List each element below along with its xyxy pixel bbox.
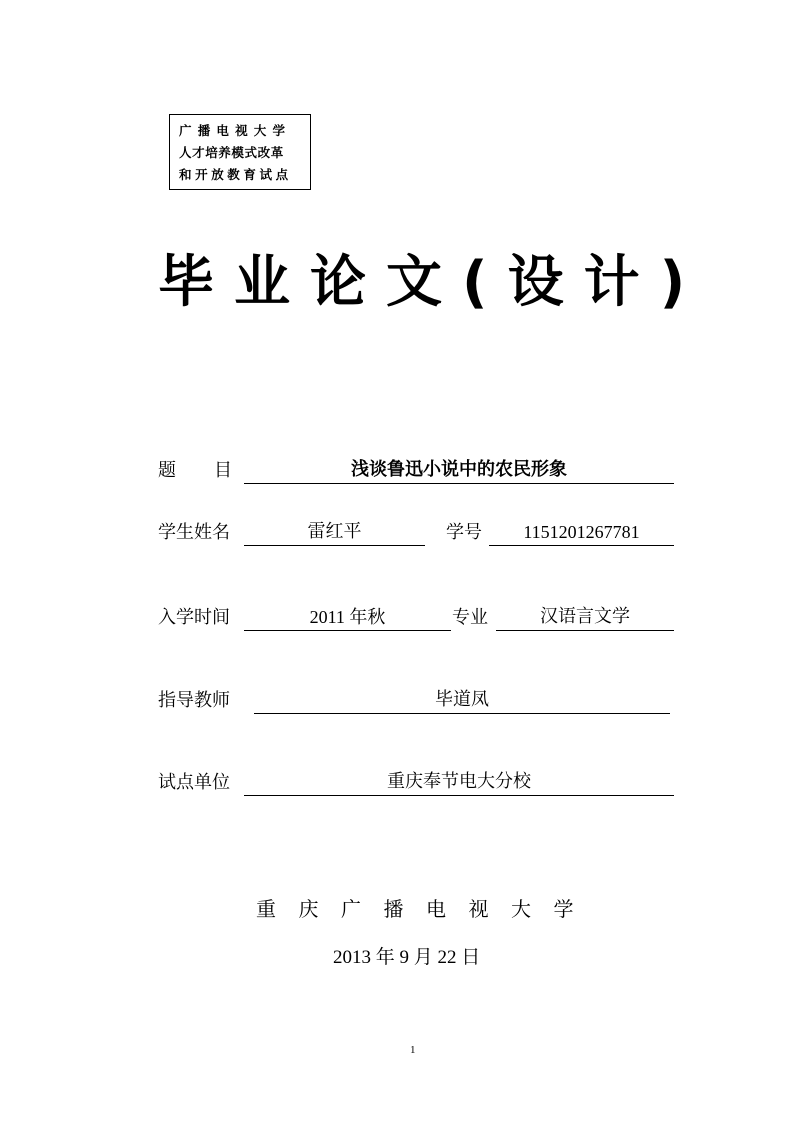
advisor-field (254, 688, 670, 714)
submission-date: 2013 年 9 月 22 日 (333, 947, 481, 968)
pilot-unit-value: 重庆奉节电大分校 (387, 771, 531, 792)
topic-label-char: 目 (214, 460, 232, 481)
student-name-value: 雷红平 (307, 521, 362, 542)
student-name-label: 学生姓名 (158, 522, 230, 543)
pilot-program-box (169, 114, 311, 190)
student-id-value: 1151201267781 (523, 522, 640, 542)
advisor-value: 毕道凤 (435, 689, 489, 710)
major-value: 汉语言文学 (540, 606, 630, 627)
topic-label-char: 题 (158, 460, 176, 481)
major-field (496, 605, 674, 631)
topic-label (158, 459, 232, 483)
student-name-field (244, 520, 425, 546)
thesis-title: 毕业论文(设计) (158, 250, 706, 315)
pilot-unit-field (244, 770, 674, 796)
pilot-unit-label: 试点单位 (158, 772, 230, 793)
pilot-box-line: 人才培养模式改革 (179, 145, 284, 160)
pilot-box-line: 和开放教育试点 (179, 167, 292, 182)
page-number: 1 (410, 1044, 416, 1056)
school-name: 重庆广播电视大学 (256, 897, 596, 921)
enrollment-field (244, 605, 451, 631)
pilot-box-line: 广播电视大学 (179, 123, 292, 138)
enrollment-value: 2011 年秋 (309, 607, 386, 627)
topic-field (244, 458, 674, 484)
student-id-label: 学号 (446, 522, 482, 543)
major-label: 专业 (452, 607, 488, 628)
topic-value: 浅谈鲁迅小说中的农民形象 (351, 459, 567, 480)
enrollment-label: 入学时间 (158, 607, 230, 628)
student-id-field (489, 520, 674, 546)
advisor-label: 指导教师 (158, 690, 230, 711)
